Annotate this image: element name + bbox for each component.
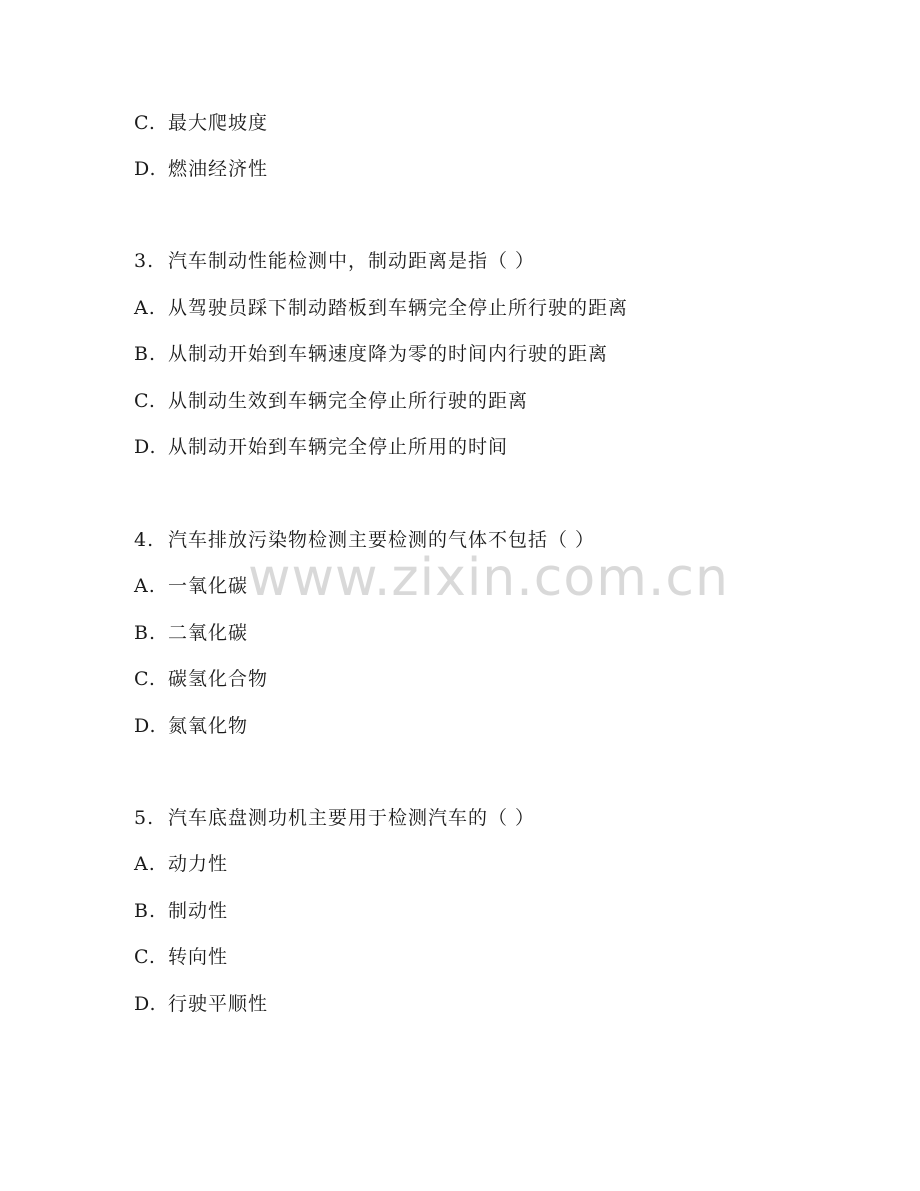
option-q3-b <box>134 342 608 366</box>
option-q5-c <box>134 945 228 969</box>
option-label: D. <box>134 993 157 1015</box>
option-q3-c <box>134 389 528 413</box>
option-label: C. <box>134 112 156 134</box>
question-number: 4. <box>134 529 155 551</box>
option-label: D. <box>134 436 157 458</box>
option-q3-a <box>134 296 628 320</box>
option-text: 从制动开始到车辆完全停止所用的时间 <box>168 436 509 458</box>
option-label: A. <box>134 575 156 597</box>
option-q4-c <box>134 667 268 691</box>
option-text: 转向性 <box>168 946 229 968</box>
question-number: 5. <box>134 807 155 829</box>
question-text: 汽车排放污染物检测主要检测的气体不包括（ ） <box>168 529 596 551</box>
option-text: 二氧化碳 <box>168 622 249 644</box>
option-text: 最大爬坡度 <box>168 112 269 134</box>
option-q5-a <box>134 852 228 876</box>
option-label: D. <box>134 715 157 737</box>
option-text: 一氧化碳 <box>168 575 249 597</box>
option-q5-d <box>134 992 268 1016</box>
option-label: A. <box>134 853 156 875</box>
option-q4-b <box>134 621 248 645</box>
option-label: C. <box>134 668 156 690</box>
option-q3-d <box>134 435 508 459</box>
option-q4-d <box>134 714 248 738</box>
option-label: B. <box>134 622 157 644</box>
option-q2-d <box>134 157 268 181</box>
option-label: C. <box>134 946 156 968</box>
option-label: D. <box>134 158 157 180</box>
option-label: A. <box>134 297 156 319</box>
option-text: 从制动开始到车辆速度降为零的时间内行驶的距离 <box>168 343 609 365</box>
option-text: 从驾驶员踩下制动踏板到车辆完全停止所行驶的距离 <box>168 297 629 319</box>
question-5-stem <box>134 806 535 830</box>
question-number: 3. <box>134 250 155 272</box>
question-3-stem <box>134 249 535 273</box>
option-text: 制动性 <box>168 900 229 922</box>
option-text: 从制动生效到车辆完全停止所行驶的距离 <box>168 390 529 412</box>
question-text: 汽车底盘测功机主要用于检测汽车的（ ） <box>168 807 536 829</box>
option-q4-a <box>134 574 248 598</box>
option-label: C. <box>134 390 156 412</box>
option-text: 碳氢化合物 <box>168 668 269 690</box>
question-text: 汽车制动性能检测中，制动距离是指（ ） <box>168 250 536 272</box>
option-text: 行驶平顺性 <box>168 993 269 1015</box>
option-text: 氮氧化物 <box>168 715 249 737</box>
option-text: 燃油经济性 <box>168 158 269 180</box>
option-label: B. <box>134 343 157 365</box>
watermark: www.zixin.com.cn <box>248 548 729 608</box>
question-4-stem <box>134 528 595 552</box>
option-q5-b <box>134 899 228 923</box>
option-text: 动力性 <box>168 853 229 875</box>
option-label: B. <box>134 900 157 922</box>
option-q2-c <box>134 111 268 135</box>
